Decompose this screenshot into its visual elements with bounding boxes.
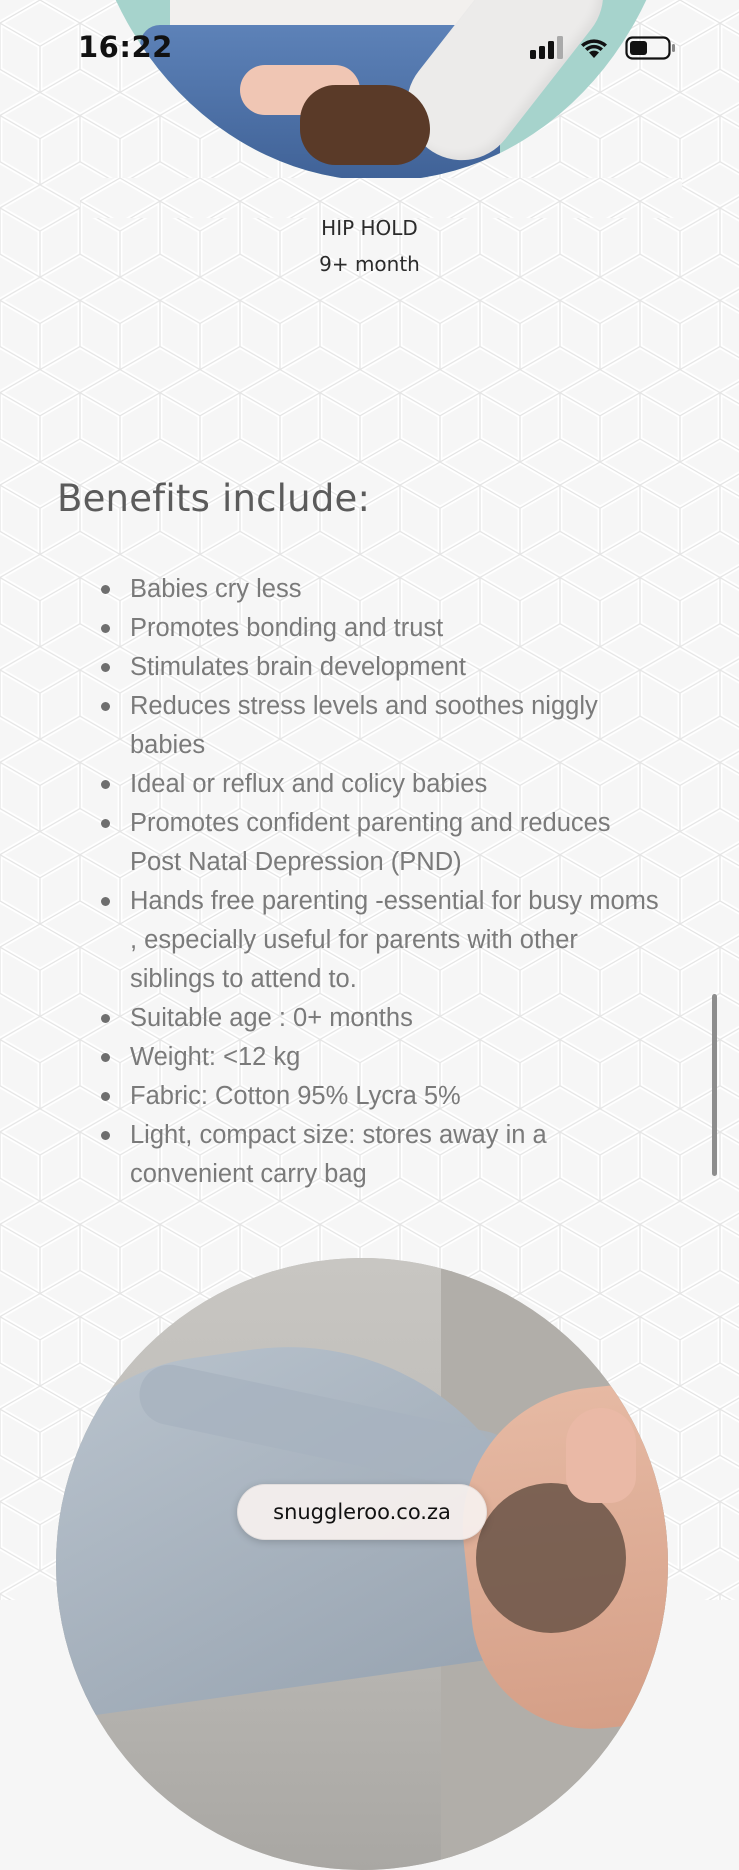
list-item: Reduces stress levels and soothes niggly babies: [101, 687, 661, 765]
wifi-icon: [581, 39, 607, 58]
bullet-icon: [101, 663, 110, 672]
list-item: Fabric: Cotton 95% Lycra 5%: [101, 1077, 661, 1116]
bullet-icon: [101, 1014, 110, 1023]
bullet-icon: [101, 702, 110, 711]
list-item: Promotes confident parenting and reduces Post Natal Depression (PND): [101, 804, 661, 882]
photo-nose: [566, 1408, 636, 1503]
bullet-icon: [101, 897, 110, 906]
photo-hand: [300, 85, 430, 165]
status-bar-time: 16:22: [78, 30, 173, 64]
bullet-icon: [101, 1131, 110, 1140]
battery-icon: [627, 38, 676, 59]
benefits-heading: Benefits include:: [57, 477, 371, 520]
status-bar-icons: [530, 34, 680, 68]
bullet-icon: [101, 819, 110, 828]
list-item: Hands free parenting -essential for busy moms , especially useful for parents with other siblings to attend to.: [101, 882, 661, 999]
list-item: Suitable age : 0+ months: [101, 999, 661, 1038]
hold-age: 9+ month: [319, 252, 420, 276]
list-item: Weight: <12 kg: [101, 1038, 661, 1077]
photo-beard: [476, 1483, 626, 1633]
scrollbar-thumb[interactable]: [712, 994, 717, 1176]
url-text: snuggleroo.co.za: [273, 1500, 451, 1524]
dad-wrap-photo: [56, 1258, 668, 1870]
list-item: Babies cry less: [101, 570, 661, 609]
bullet-icon: [101, 624, 110, 633]
browser-url-bar[interactable]: [237, 1484, 487, 1540]
signal-bars-icon: [530, 36, 563, 59]
bullet-icon: [101, 1053, 110, 1062]
hold-title: HIP HOLD: [321, 216, 418, 240]
list-item: Promotes bonding and trust: [101, 609, 661, 648]
benefits-list: [101, 570, 661, 1194]
list-item: Stimulates brain development: [101, 648, 661, 687]
list-item: Ideal or reflux and colicy babies: [101, 765, 661, 804]
bullet-icon: [101, 1092, 110, 1101]
list-item: Light, compact size: stores away in a convenient carry bag: [101, 1116, 661, 1194]
bullet-icon: [101, 780, 110, 789]
bullet-icon: [101, 585, 110, 594]
